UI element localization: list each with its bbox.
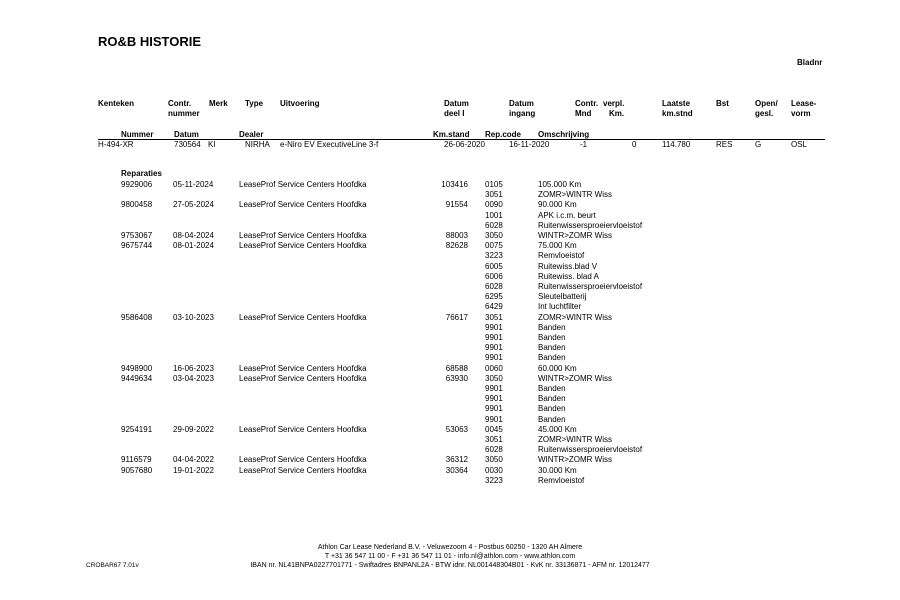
footer-line-3: IBAN nr. NL41BNPA0227701771 - Swiftadres BNPANL2A - BTW idnr. NL001448304B01 - KvK nr. 33136871 - AFM nr. 12012477 (250, 562, 650, 569)
repair-description: Int luchtfilter (538, 302, 582, 312)
repair-description: Ruitewiss. blad A (538, 271, 599, 281)
repair-km: 68588 (445, 363, 468, 373)
repair-description: Ruitewiss.blad V (538, 261, 598, 271)
repair-description: Remvloeistof (538, 475, 585, 485)
repair-datum: 19-01-2022 (173, 465, 214, 475)
footer-line-1: Athlon Car Lease Nederland B.V. - Veluwezoom 4 - Postbus 60250 - 1320 AH Almere (317, 544, 583, 551)
repair-datum: 08-04-2024 (173, 231, 214, 240)
repair-datum: 08-01-2024 (173, 241, 214, 251)
header-gesl: gesl. (755, 109, 774, 118)
repair-datum: 16-06-2023 (173, 363, 214, 373)
repair-description: 75.000 Km (538, 241, 577, 251)
header-contr: Contr. (168, 99, 192, 108)
repair-dealer: LeaseProf Service Centers Hoofdka (239, 373, 367, 383)
repair-description: 30.000 Km (538, 465, 577, 475)
repair-description: Banden (538, 384, 566, 393)
header-merk: Merk (209, 99, 228, 108)
vehicle-contr-mnd: -1 (580, 140, 588, 149)
header-row2-dealer: Dealer (239, 130, 264, 139)
vehicle-contract: 730564 (174, 140, 201, 149)
repair-dealer: LeaseProf Service Centers Hoofdka (239, 180, 367, 189)
vehicle-type: NIRHA (245, 140, 270, 149)
repair-dealer: LeaseProf Service Centers Hoofdka (239, 455, 367, 465)
repair-description: WINTR>ZOMR Wiss (538, 373, 612, 383)
repair-code: 6429 (485, 302, 503, 312)
vehicle-laatste-km: 114.780 (662, 140, 691, 149)
repair-km: 91554 (445, 200, 468, 210)
header-nummer: nummer (168, 109, 200, 118)
header-ingang: ingang (509, 109, 536, 118)
header-uitvoering: Uitvoering (280, 99, 320, 108)
vehicle-datum-deel-1: 26-06-2020 (444, 140, 485, 149)
repair-datum: 27-05-2024 (173, 200, 214, 210)
repair-code: 6028 (485, 220, 503, 230)
repair-description: 60.000 Km (538, 363, 577, 373)
repair-description: Banden (538, 404, 566, 414)
repair-nummer: 9057680 (121, 465, 153, 475)
repair-code: 0030 (485, 465, 503, 475)
repair-description: Banden (538, 414, 566, 424)
header-km: Km. (609, 109, 625, 118)
repair-code: 0075 (485, 241, 503, 251)
header-datum-deel: Datum (444, 99, 469, 108)
vehicle-open-gesl: G (755, 140, 762, 149)
repair-description: Remvloeistof (538, 251, 585, 261)
repair-dealer: LeaseProf Service Centers Hoofdka (239, 363, 367, 373)
repair-description: Banden (538, 394, 566, 404)
repair-code: 9901 (485, 353, 503, 363)
repair-nummer: 9498900 (121, 363, 153, 373)
repair-nummer: 9586408 (121, 312, 153, 322)
repair-code: 3051 (485, 312, 503, 322)
repair-dealer: LeaseProf Service Centers Hoofdka (239, 241, 367, 251)
header-open: Open/ (755, 99, 778, 108)
repair-km: 76617 (445, 312, 468, 322)
repair-code: 3223 (485, 251, 503, 261)
repair-km: 36312 (445, 455, 468, 465)
repair-description: ZOMR>WINTR Wiss (538, 435, 612, 444)
header-verpl: verpl. (603, 99, 625, 108)
repair-dealer: LeaseProf Service Centers Hoofdka (239, 200, 367, 210)
header-row2-datum: Datum (174, 130, 199, 139)
reparaties-label: Reparaties (121, 169, 162, 178)
repair-datum: 03-04-2023 (173, 373, 214, 383)
bladnr-label: Bladnr (797, 58, 823, 67)
repair-description: Ruitenwissersproeiervloeistof (538, 445, 643, 455)
repair-description: WINTR>ZOMR Wiss (538, 231, 612, 240)
repair-description: APK i.c.m. beurt (538, 210, 596, 220)
repair-description: ZOMR>WINTR Wiss (538, 312, 612, 322)
repair-nummer: 9449634 (121, 373, 153, 383)
repair-code: 9901 (485, 394, 503, 404)
form-code: CROBAR67 7.01v (86, 562, 139, 569)
repair-description: WINTR>ZOMR Wiss (538, 455, 612, 465)
repair-code: 9901 (485, 404, 503, 414)
vehicle-kenteken: H-494-XR (98, 140, 134, 149)
repair-nummer: 9675744 (121, 241, 153, 251)
repair-code: 0105 (485, 180, 503, 189)
repair-datum: 04-04-2022 (173, 455, 214, 465)
vehicle-verpl-km: 0 (632, 140, 637, 149)
header-bst: Bst (716, 99, 729, 108)
repair-code: 9901 (485, 322, 503, 332)
repair-code: 0045 (485, 424, 503, 434)
repair-nummer: 9929006 (121, 180, 153, 189)
header-row2-repcode: Rep.code (485, 130, 522, 139)
header-datum-ingang: Datum (509, 99, 534, 108)
repair-code: 6295 (485, 292, 503, 302)
repair-description: Sleutelbatterij (538, 292, 587, 302)
header-kmstnd: km.stnd (662, 109, 693, 118)
page-title: RO&B HISTORIE (98, 34, 202, 49)
repair-km: 88003 (445, 231, 468, 240)
repair-km: 63930 (445, 373, 468, 383)
vehicle-uitvoering: e-Niro EV ExecutiveLine 3-f (280, 140, 379, 149)
repair-description: Banden (538, 343, 566, 353)
repair-code: 6005 (485, 261, 503, 271)
repair-dealer: LeaseProf Service Centers Hoofdka (239, 231, 367, 240)
header-kenteken: Kenteken (98, 99, 135, 108)
repair-dealer: LeaseProf Service Centers Hoofdka (239, 424, 367, 434)
repair-datum: 05-11-2024 (173, 180, 214, 189)
header-lease: Lease- (791, 99, 817, 108)
repair-code: 3051 (485, 435, 503, 444)
repair-code: 9901 (485, 343, 503, 353)
repair-code: 9901 (485, 384, 503, 393)
repair-code: 3050 (485, 455, 503, 465)
repair-code: 3051 (485, 190, 503, 200)
header-row2-kmstand: Km.stand (433, 130, 470, 139)
repair-code: 6028 (485, 282, 503, 291)
vehicle-bst: RES (716, 140, 733, 149)
header-mnd: Mnd (575, 109, 592, 118)
repair-code: 3050 (485, 373, 503, 383)
header-type: Type (245, 99, 264, 108)
header-vorm: vorm (791, 109, 811, 118)
vehicle-leasevorm: OSL (791, 140, 808, 149)
repair-code: 0060 (485, 363, 503, 373)
repair-code: 3050 (485, 231, 503, 240)
repair-description: Banden (538, 322, 566, 332)
vehicle-merk: KI (208, 140, 216, 149)
repair-description: 45.000 Km (538, 424, 577, 434)
repair-description: Banden (538, 353, 566, 363)
repair-dealer: LeaseProf Service Centers Hoofdka (239, 465, 367, 475)
repair-km: 30364 (445, 465, 468, 475)
header-contr-mnd: Contr. (575, 99, 599, 108)
repair-description: Ruitenwissersproeiervloeistof (538, 282, 643, 291)
repair-code: 6006 (485, 271, 503, 281)
repair-km: 82628 (445, 241, 468, 251)
repair-description: ZOMR>WINTR Wiss (538, 190, 612, 200)
repair-nummer: 9116579 (121, 455, 152, 465)
repair-datum: 03-10-2023 (173, 312, 214, 322)
repair-description: Ruitenwissersproeiervloeistof (538, 220, 643, 230)
repair-datum: 29-09-2022 (173, 424, 214, 434)
repair-nummer: 9254191 (121, 424, 153, 434)
repair-dealer: LeaseProf Service Centers Hoofdka (239, 312, 367, 322)
repair-code: 0090 (485, 200, 503, 210)
repair-code: 1001 (485, 210, 503, 220)
repair-nummer: 9753067 (121, 231, 153, 240)
repair-description: 105.000 Km (538, 180, 582, 189)
header-row2-nummer: Nummer (121, 130, 154, 139)
repair-code: 3223 (485, 475, 503, 485)
header-row2-omschrijving: Omschrijving (538, 130, 590, 139)
vehicle-datum-ingang: 16-11-2020 (509, 140, 550, 149)
repair-description: Banden (538, 333, 566, 342)
repair-code: 6028 (485, 445, 503, 455)
repair-km: 103416 (441, 180, 468, 189)
repair-code: 9901 (485, 333, 503, 342)
repair-code: 9901 (485, 414, 503, 424)
repair-km: 53063 (445, 424, 468, 434)
header-laatste: Laatste (662, 99, 691, 108)
header-deel-i: deel I (444, 109, 465, 118)
footer-line-2: T +31 36 547 11 00 - F +31 36 547 11 01 - info.nl@athlon.com - www.athlon.com (324, 553, 576, 560)
repair-nummer: 9800458 (121, 200, 153, 210)
repair-description: 90.000 Km (538, 200, 577, 210)
